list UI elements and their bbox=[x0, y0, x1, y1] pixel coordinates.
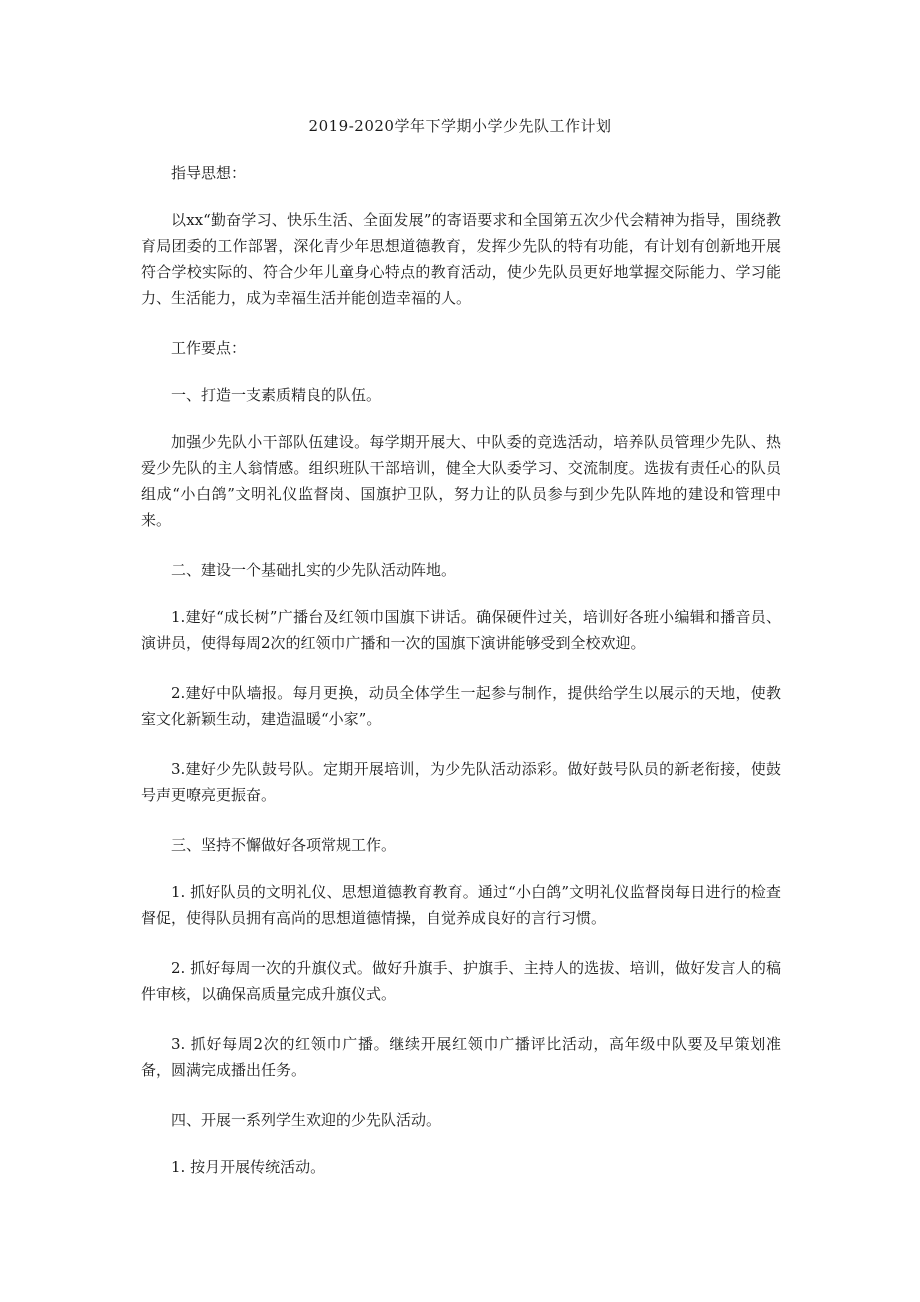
section-heading: 三、坚持不懈做好各项常规工作。 bbox=[171, 836, 397, 854]
body-paragraph: 1.建好“成长树”广播台及红领巾国旗下讲话。确保硬件过关，培训好各班小编辑和播音员、演讲员，使得每周2次的红领巾广播和一次的国旗下演讲能够受到全校欢迎。 bbox=[141, 608, 781, 652]
section-heading: 一、打造一支素质精良的队伍。 bbox=[171, 386, 382, 404]
section-heading: 1. 按月开展传统活动。 bbox=[171, 1158, 326, 1176]
section-heading: 四、开展一系列学生欢迎的少先队活动。 bbox=[171, 1111, 442, 1129]
section-heading: 二、建设一个基础扎实的少先队活动阵地。 bbox=[171, 561, 457, 579]
body-paragraph: 3.建好少先队鼓号队。定期开展培训，为少先队活动添彩。做好鼓号队员的新老衔接，使鼓号声更嘹亮更振奋。 bbox=[141, 760, 781, 804]
body-paragraph: 2.建好中队墙报。每月更换，动员全体学生一起参与制作，提供给学生以展示的天地，使教室文化新颖生动，建造温暖“小家”。 bbox=[141, 684, 781, 728]
section-heading: 指导思想： bbox=[171, 164, 247, 182]
body-paragraph: 加强少先队小干部队伍建设。每学期开展大、中队委的竞选活动，培养队员管理少先队、热爱少先队的主人翁情感。组织班队干部培训，健全大队委学习、交流制度。选拔有责任心的队员组成“小白鸽”文明礼仪监督岗、国旗护卫队，努力让的队员参与到少先队阵地的建设和管理中来。 bbox=[141, 433, 781, 529]
body-paragraph: 以xx“勤奋学习、快乐生活、全面发展”的寄语要求和全国第五次少代会精神为指导，围绕教育局团委的工作部署，深化青少年思想道德教育，发挥少先队的特有功能，有计划有创新地开展符合学校实际的、符合少年儿童身心特点的教育活动，使少先队员更好地掌握交际能力、学习能力、生活能力，成为幸福生活并能创造幸福的人。 bbox=[141, 211, 781, 307]
body-paragraph: 1. 抓好队员的文明礼仪、思想道德教育教育。通过“小白鸽”文明礼仪监督岗每日进行的检查督促，使得队员拥有高尚的思想道德情操，自觉养成良好的言行习惯。 bbox=[141, 883, 781, 927]
body-paragraph: 2. 抓好每周一次的升旗仪式。做好升旗手、护旗手、主持人的选拔、培训，做好发言人的稿件审核，以确保高质量完成升旗仪式。 bbox=[141, 959, 781, 1003]
body-paragraph: 3. 抓好每周2次的红领巾广播。继续开展红领巾广播评比活动，高年级中队要及早策划准备，圆满完成播出任务。 bbox=[141, 1035, 781, 1079]
section-heading: 工作要点： bbox=[171, 339, 247, 357]
document-title: 2019-2020学年下学期小学少先队工作计划 bbox=[308, 117, 612, 135]
document-body bbox=[141, 160, 781, 1201]
